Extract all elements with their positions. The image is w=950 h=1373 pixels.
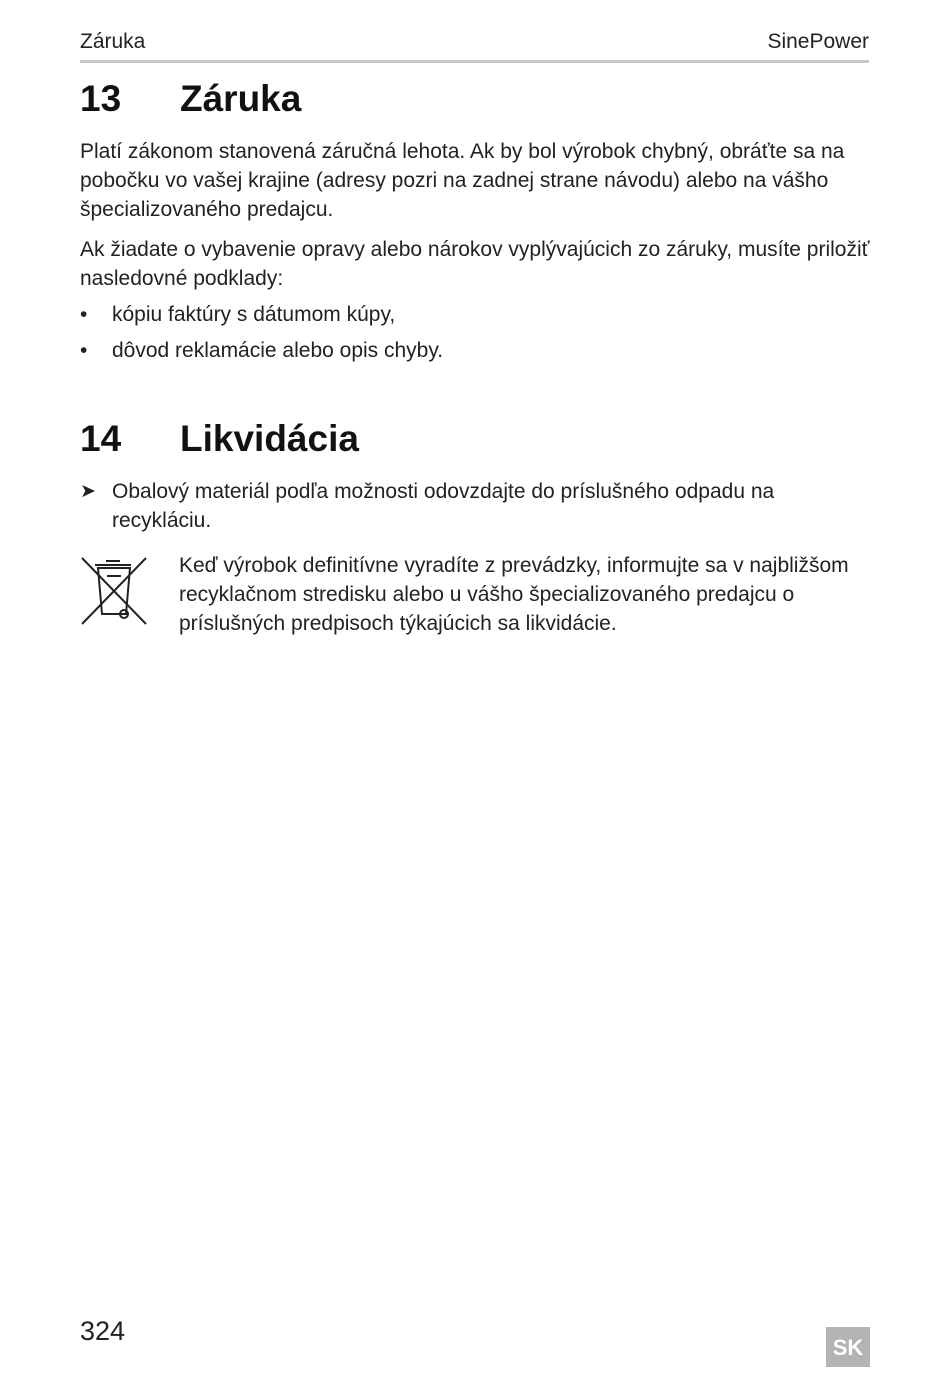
section-14-title: Likvidácia <box>180 418 359 459</box>
page-header <box>80 30 869 63</box>
bullet-mark: • <box>80 303 88 326</box>
section-13-number: 13 <box>80 78 122 119</box>
header-chapter-title: Záruka <box>80 30 146 53</box>
language-badge: SK <box>826 1327 870 1367</box>
list-item-text: dôvod reklamácie alebo opis chyby. <box>112 339 444 362</box>
section-13-title: Záruka <box>180 78 302 119</box>
disposal-paragraph: Keď výrobok definitívne vyradíte z prevádzky, informujte sa v najbližšom recyklačnom stredisku alebo u vášho špecializovaného predajcu o príslušných predpisoch týkajúcich sa likvidácie. <box>179 554 849 635</box>
arrow-bullet-icon: ➤ <box>80 481 96 502</box>
warranty-paragraph-2: Ak žiadate o vybavenie opravy alebo nárokov vyplývajúcich zo záruky, musíte priložiť nasledovné podklady: <box>80 238 870 290</box>
packaging-instruction-text: Obalový materiál podľa možnosti odovzdajte do príslušného odpadu na recykláciu. <box>112 480 775 532</box>
crossed-out-wheelie-bin-icon <box>80 556 148 626</box>
bullet-mark: • <box>80 339 88 362</box>
warranty-paragraph-1: Platí zákonom stanovená záručná lehota. Ak by bol výrobok chybný, obráťte sa na pobočku vo vašej krajine (adresy pozri na zadnej strane návodu) alebo na vášho špecializovaného predajcu. <box>80 140 845 221</box>
list-item-text: kópiu faktúry s dátumom kúpy, <box>112 303 396 326</box>
section-14-number: 14 <box>80 418 122 459</box>
header-product-name: SinePower <box>767 30 869 53</box>
page-number: 324 <box>80 1316 126 1346</box>
